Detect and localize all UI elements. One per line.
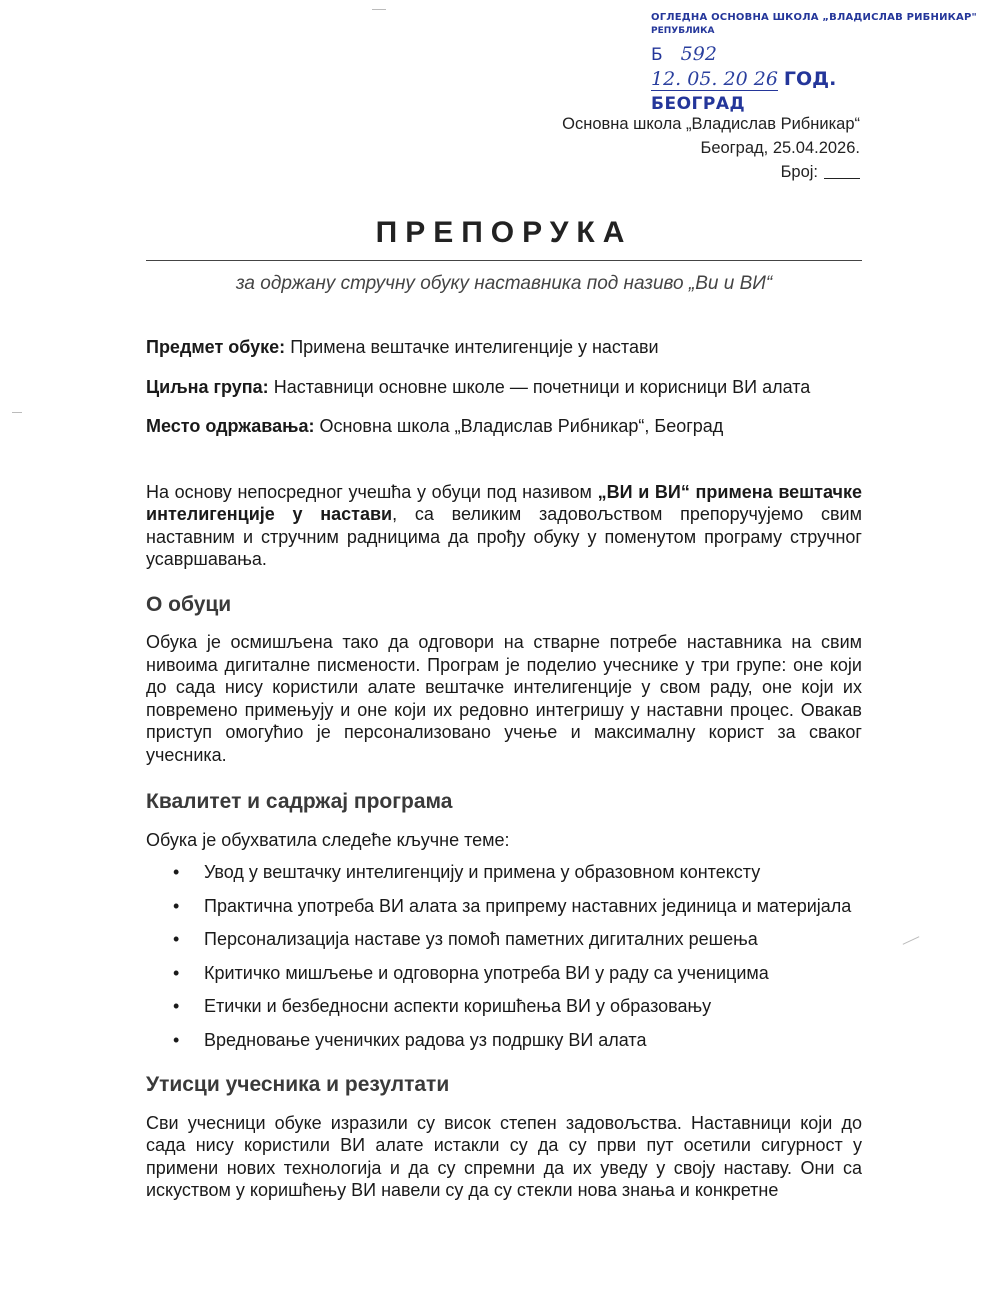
field-venue-label: Место одржавања: (146, 416, 315, 436)
stamp-city: БЕОГРАД (651, 94, 746, 114)
list-item (146, 895, 862, 918)
topic-text: Практична употреба ВИ алата за припрему наставних јединица и материјала (204, 895, 852, 916)
bullet-icon: • (173, 962, 180, 983)
bullet-icon: • (173, 895, 180, 916)
bullet-icon: • (173, 996, 180, 1016)
topic-text: Критичко мишљење и одговорна употреба ВИ у раду са ученицима (204, 962, 769, 983)
document-title: ПРЕПОРУКА (375, 216, 633, 249)
field-target-group-label: Циљна група: (146, 376, 269, 397)
list-item (146, 995, 862, 1018)
field-target-group (146, 376, 862, 399)
letter-header (562, 112, 860, 184)
place-date: Београд, 25.04.2026. (700, 139, 860, 157)
intro-text-before: На основу непосредног учешћа у обуци под називом (146, 481, 598, 502)
topics-list (146, 861, 862, 1051)
bullet-icon: • (173, 929, 180, 949)
scan-artifact (372, 9, 386, 10)
stamp-date-line (651, 68, 836, 90)
heading-impressions: Утисци учесника и резултати (146, 1073, 450, 1096)
list-item (146, 962, 862, 985)
scan-artifact (903, 936, 920, 945)
document-subtitle: за одржану стручну обуку наставника под називо „Ви и ВИ“ (235, 273, 773, 294)
intro-training-name: „ВИ и ВИ“ примена вештачке интелигенције у настави (146, 481, 863, 524)
topic-text: Увод у вештачку интелигенцију и примена у образовном контексту (204, 862, 761, 882)
title-divider (146, 260, 862, 261)
registry-stamp (646, 6, 977, 116)
document-number-blank (824, 164, 860, 179)
field-subject (146, 336, 862, 359)
heading-quality: Квалитет и садржај програма (146, 790, 453, 813)
intro-paragraph (146, 481, 862, 571)
field-venue-value: Основна школа „Владислав Рибникар“, Београд (319, 416, 724, 436)
stamp-date: 12. 05. 20 26 (651, 68, 778, 90)
scan-artifact (12, 412, 22, 413)
list-item (146, 1029, 862, 1052)
school-name: Основна школа „Владислав Рибникар“ (562, 115, 860, 133)
document-number-label: Број: (780, 163, 818, 181)
list-item (146, 928, 862, 951)
stamp-institution: ОГЛЕДНА ОСНОВНА ШКОЛА „ВЛАДИСЛАВ РИБНИКАР" (651, 12, 977, 23)
stamp-number-line (651, 43, 717, 65)
quality-intro: Обука је обухватила следеће кључне теме: (146, 829, 510, 850)
list-item (146, 861, 862, 884)
intro-text-after: , са великим задовољством препоручујемо свим наставним и стручним радницима да прођу обуку у поменутом програму стручног усавршавања. (146, 504, 862, 569)
heading-about: О обуци (146, 592, 232, 616)
about-paragraph: Обука је осмишљена тако да одговори на стварне потребе наставника на свим нивоима дигиталне писмености. Програм је поделио учеснике у три групе: оне који до сада нису користили алате вештачке интелигенције у свом раду, оне који их повремено примењују и оне који их редовно интегришу у наставни процес. Овакав приступ омогућио је персонализовано учење и максималну корист за сваког учесника. (146, 632, 862, 765)
stamp-number-prefix: Б (651, 45, 663, 65)
stamp-number: 592 (680, 43, 717, 65)
topic-text: Персонализација наставе уз помоћ паметних дигиталних решења (204, 929, 758, 949)
stamp-republic: РЕПУБЛИКА (651, 26, 715, 36)
field-target-group-value: Наставници основне школе — почетници и корисници ВИ алата (273, 376, 811, 397)
field-subject-value: Примена вештачке интелигенције у настави (290, 337, 659, 357)
bullet-icon: • (173, 1029, 180, 1050)
field-venue (146, 415, 862, 438)
field-subject-label: Предмет обуке: (146, 337, 286, 357)
document-body (146, 336, 862, 1202)
bullet-icon: • (173, 862, 180, 882)
topic-text: Етички и безбедносни аспекти коришћења ВИ у образовању (204, 996, 712, 1016)
impressions-paragraph: Сви учесници обуке изразили су висок степен задовољства. Наставници који до сада нису користили ВИ алате истакли су да су први пут осетили сигурност у примени нових технологија и да су спремни да их уведу у своју наставу. Они са искуством у коришћењу ВИ навели су да су стекли нова знања и конкретне (146, 1112, 862, 1200)
stamp-year-label: ГОД. (783, 68, 837, 90)
document-number (562, 160, 860, 184)
topic-text: Вредновање ученичких радова уз подршку ВИ алата (204, 1029, 647, 1050)
